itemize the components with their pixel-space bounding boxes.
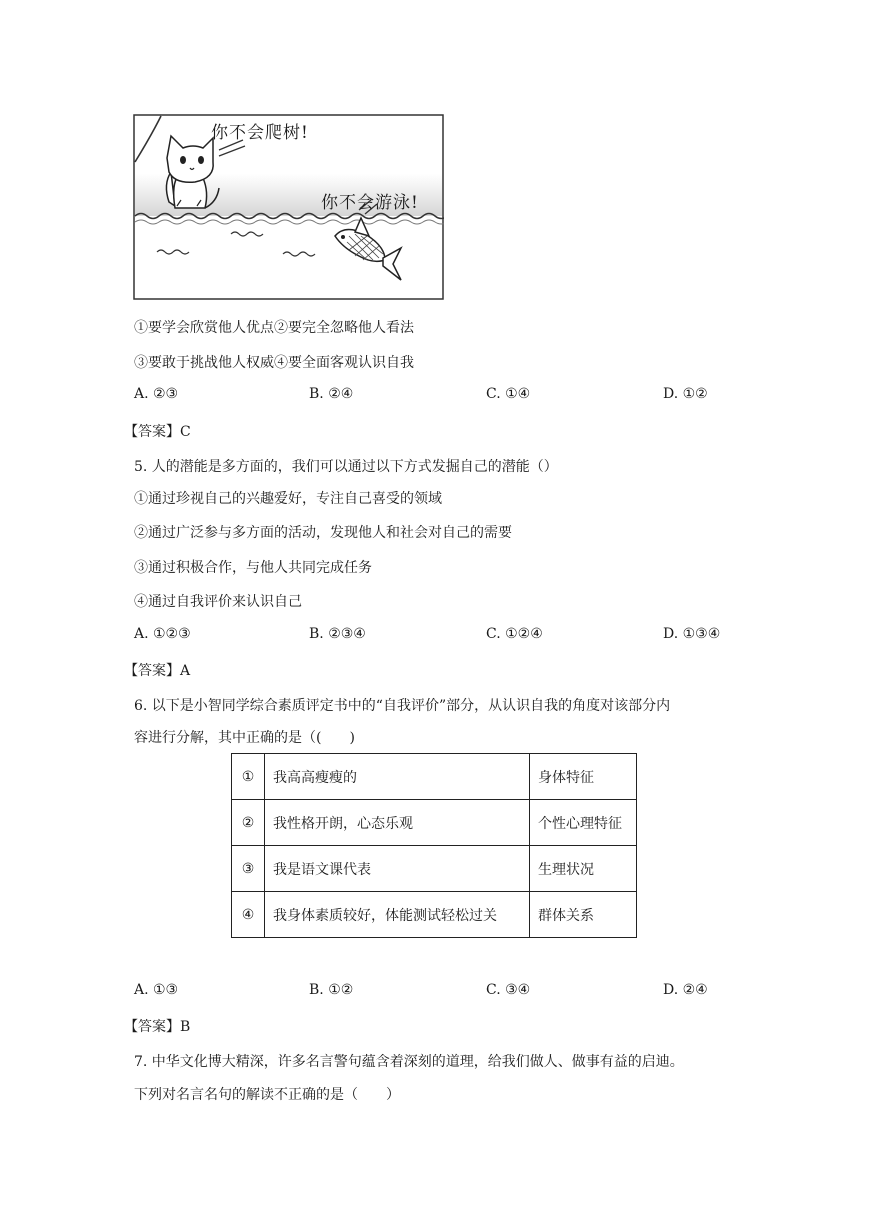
- q4-answer: 【答案】C: [124, 424, 191, 440]
- q4-option-a[interactable]: A. ②③: [134, 386, 179, 402]
- row-description: 我是语文课代表: [265, 846, 530, 892]
- row-number: ①: [232, 754, 265, 800]
- q5-question: 5. 人的潜能是多方面的，我们可以通过以下方式发掘自己的潜能（）: [134, 459, 558, 475]
- q5-item-2: ②通过广泛参与多方面的活动，发现他人和社会对自己的需要: [134, 525, 512, 541]
- row-description: 我高高瘦瘦的: [265, 754, 530, 800]
- q5-option-c[interactable]: C. ①②④: [486, 626, 543, 642]
- q7-question-line-2: 下列对名言名句的解读不正确的是（ ）: [134, 1087, 400, 1103]
- row-category: 群体关系: [530, 892, 637, 938]
- q6-option-a[interactable]: A. ①③: [134, 982, 179, 998]
- q5-option-a[interactable]: A. ①②③: [134, 626, 191, 642]
- q4-option-d[interactable]: D. ①②: [663, 386, 708, 402]
- row-number: ④: [232, 892, 265, 938]
- q6-question-line-2: 容进行分解，其中正确的是（( ): [134, 730, 355, 746]
- q6-option-c[interactable]: C. ③④: [486, 982, 531, 998]
- q5-option-b[interactable]: B. ②③④: [309, 626, 366, 642]
- row-category: 生理状况: [530, 846, 637, 892]
- q6-answer: 【答案】B: [124, 1019, 191, 1035]
- q5-answer: 【答案】A: [124, 663, 191, 679]
- table-row: [232, 800, 637, 846]
- row-category: 身体特征: [530, 754, 637, 800]
- row-category: 个性心理特征: [530, 800, 637, 846]
- table-row: [232, 846, 637, 892]
- row-number: ②: [232, 800, 265, 846]
- table-row: [232, 892, 637, 938]
- row-number: ③: [232, 846, 265, 892]
- q6-option-d[interactable]: D. ②④: [663, 982, 708, 998]
- q6-option-b[interactable]: B. ①②: [309, 982, 354, 998]
- q5-item-4: ④通过自我评价来认识自己: [134, 594, 302, 610]
- q4-statement-2: ③要敢于挑战他人权威④要全面客观认识自我: [134, 355, 414, 371]
- fish-speech-text: 你不会游泳!: [321, 193, 419, 213]
- table-row: [232, 754, 637, 800]
- row-description: 我身体素质较好，体能测试轻松过关: [265, 892, 530, 938]
- q5-option-d[interactable]: D. ①③④: [663, 626, 721, 642]
- row-description: 我性格开朗，心态乐观: [265, 800, 530, 846]
- q4-statement-1: ①要学会欣赏他人优点②要完全忽略他人看法: [134, 320, 414, 336]
- q4-option-c[interactable]: C. ①④: [486, 386, 531, 402]
- cat-speech-text: 你不会爬树!: [211, 123, 309, 143]
- q5-item-1: ①通过珍视自己的兴趣爱好，专注自己喜受的领域: [134, 491, 442, 507]
- q7-question-line-1: 7. 中华文化博大精深，许多名言警句蕴含着深刻的道理，给我们做人、做事有益的启迪。: [134, 1054, 684, 1070]
- self-evaluation-table: [231, 753, 637, 938]
- q5-item-3: ③通过积极合作，与他人共同完成任务: [134, 560, 372, 576]
- q6-question-line-1: 6. 以下是小智同学综合素质评定书中的“自我评价”部分，从认识自我的角度对该部分内: [134, 698, 671, 714]
- q4-option-b[interactable]: B. ②④: [309, 386, 354, 402]
